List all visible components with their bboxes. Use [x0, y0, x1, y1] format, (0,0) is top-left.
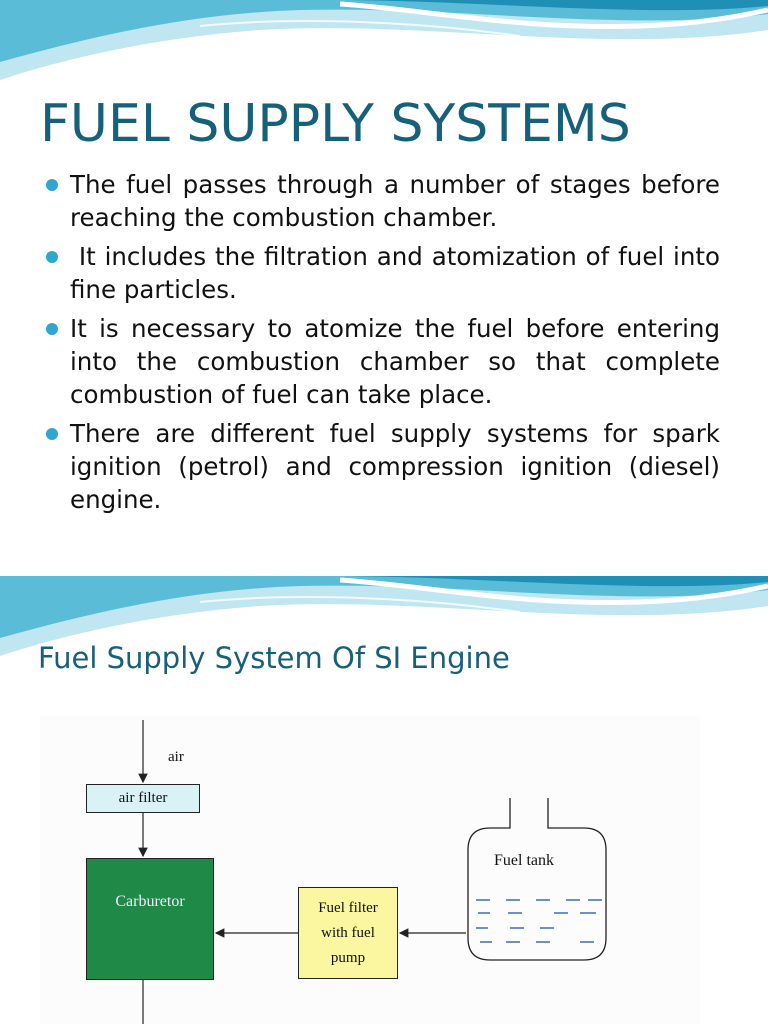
header-wave-decoration — [0, 0, 768, 90]
bullet-list — [44, 168, 728, 522]
slide-title: FUEL SUPPLY SYSTEMS — [40, 94, 631, 154]
fuel-filter-line: with fuel — [321, 925, 375, 941]
air-filter-box: air filter — [86, 784, 200, 813]
bullet-item — [44, 312, 720, 411]
fuel-tank-shape — [468, 798, 606, 960]
fuel-system-diagram — [40, 716, 700, 1024]
bullet-dot-icon — [46, 323, 58, 335]
bullet-item — [44, 417, 720, 516]
slide-title: Fuel Supply System Of SI Engine — [38, 641, 510, 675]
fuel-filter-line: pump — [330, 950, 366, 966]
bullet-text: The fuel passes through a number of stages before reaching the combustion chamber. — [70, 170, 720, 232]
fuel-filter-line: Fuel filter — [318, 900, 378, 916]
fuel-level-dashes — [476, 900, 602, 942]
bullet-item — [44, 168, 720, 234]
carburetor-box: Carburetor — [86, 858, 214, 980]
bullet-dot-icon — [46, 179, 58, 191]
bullet-text: There are different fuel supply systems for spark ignition (petrol) and compression ignition (diesel) engine. — [70, 419, 720, 514]
slide-si-engine-diagram — [0, 576, 768, 1024]
bullet-text: It includes the filtration and atomization of fuel into fine particles. — [70, 242, 728, 304]
air-label: air — [168, 749, 184, 765]
bullet-dot-icon — [46, 428, 58, 440]
bullet-dot-icon — [46, 251, 58, 263]
bullet-item — [44, 240, 728, 306]
bullet-text: It is necessary to atomize the fuel before entering into the combustion chamber so that complete combustion of fuel can take place. — [70, 314, 720, 409]
fuel-tank-label: Fuel tank — [494, 852, 554, 869]
fuel-filter-box — [298, 887, 398, 979]
